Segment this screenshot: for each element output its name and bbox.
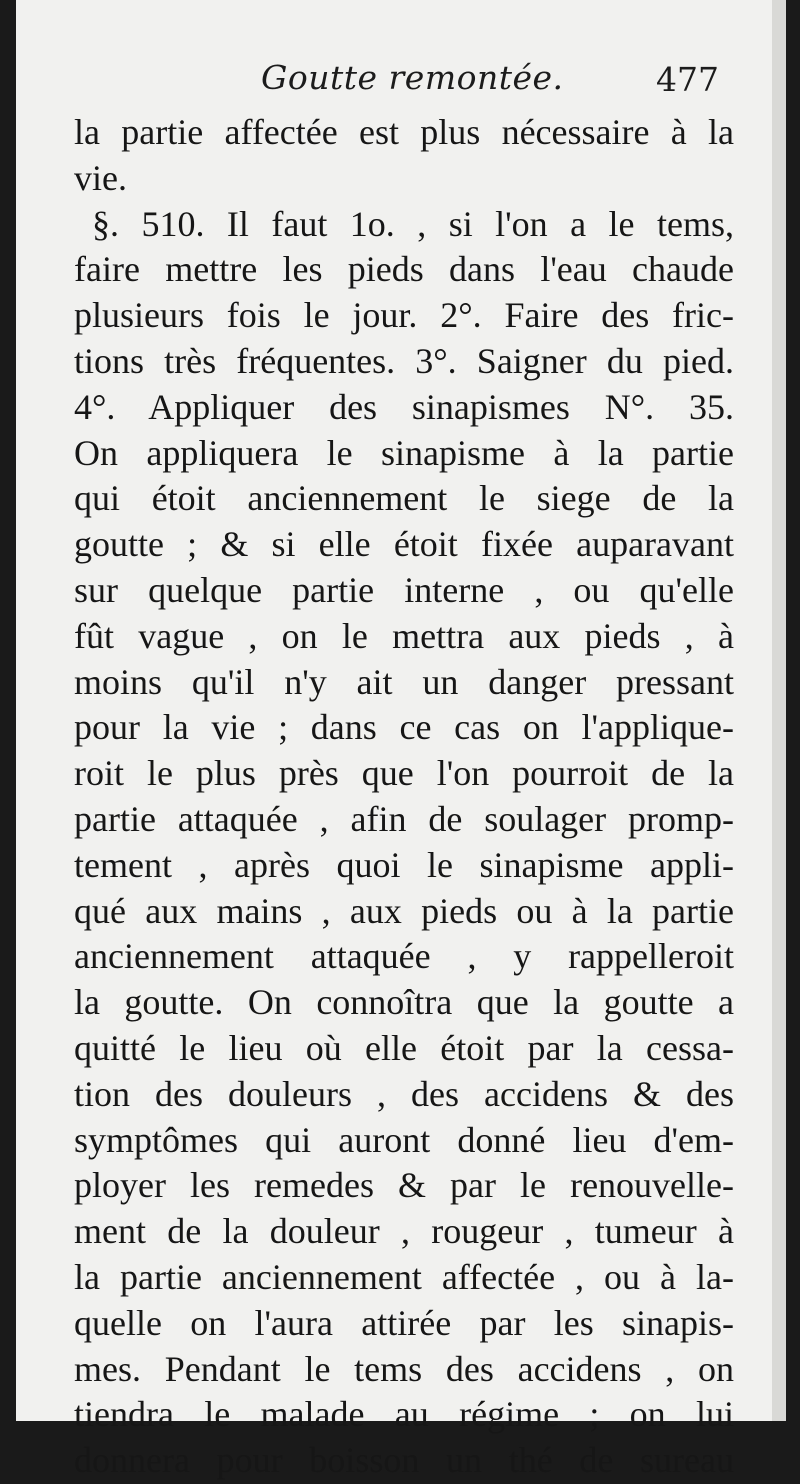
text-line: la partie affectée est plus nécessaire à la — [74, 112, 734, 152]
text-line: la partie anciennement affectée , ou à la- — [74, 1256, 734, 1297]
text-line: donnera pour boisson un thé de sureau — [74, 1440, 734, 1481]
text-line: sur quelque partie interne , ou qu'elle — [74, 569, 734, 610]
page-edge — [772, 0, 786, 1421]
text-line: ment de la douleur , rougeur , tumeur à — [74, 1211, 734, 1252]
text-line: tion des douleurs , des accidens & des — [74, 1073, 734, 1114]
text-line: mes. Pendant le tems des accidens , on — [74, 1348, 734, 1389]
text-line: On appliquera le sinapisme à la partie — [74, 432, 734, 473]
text-line: goutte ; & si elle étoit fixée auparavant — [74, 524, 734, 565]
page-number: 477 — [656, 60, 719, 99]
running-title: Goutte remontée. — [261, 58, 564, 97]
text-line: symptômes qui auront donné lieu d'em- — [74, 1119, 734, 1160]
text-line: tiendra le malade au régime ; on lui — [74, 1394, 734, 1435]
page-header — [16, 52, 786, 102]
text-line: quelle on l'aura attirée par les sinapis- — [74, 1302, 734, 1343]
text-line: quitté le lieu où elle étoit par la cessa- — [74, 1027, 734, 1068]
text-line: qué aux mains , aux pieds ou à la partie — [74, 890, 734, 931]
text-line: 4°. Appliquer des sinapismes N°. 35. — [74, 386, 734, 427]
text-line: qui étoit anciennement le siege de la — [74, 478, 734, 519]
text-line: la goutte. On connoîtra que la goutte a — [74, 982, 734, 1023]
text-line: ployer les remedes & par le renouvelle- — [74, 1165, 734, 1206]
text-line: fût vague , on le mettra aux pieds , à — [74, 615, 734, 656]
text-line: tions très fréquentes. 3°. Saigner du pied. — [74, 340, 734, 381]
text-line: §. 510. Il faut 1o. , si l'on a le tems, — [92, 203, 734, 244]
text-line: anciennement attaquée , y rappelleroit — [74, 936, 734, 977]
text-line: tement , après quoi le sinapisme appli- — [74, 844, 734, 885]
book-page — [16, 0, 786, 1481]
text-line: partie attaquée , afin de soulager promp- — [74, 798, 734, 839]
text-line: pour la vie ; dans ce cas on l'applique- — [74, 707, 734, 748]
text-line: moins qu'il n'y ait un danger pressant — [74, 661, 734, 702]
text-line: faire mettre les pieds dans l'eau chaude — [74, 249, 734, 290]
text-line: roit le plus près que l'on pourroit de la — [74, 753, 734, 794]
body-text — [74, 110, 734, 1484]
text-line: vie. — [74, 157, 127, 198]
text-line: plusieurs fois le jour. 2°. Faire des fric- — [74, 295, 734, 336]
